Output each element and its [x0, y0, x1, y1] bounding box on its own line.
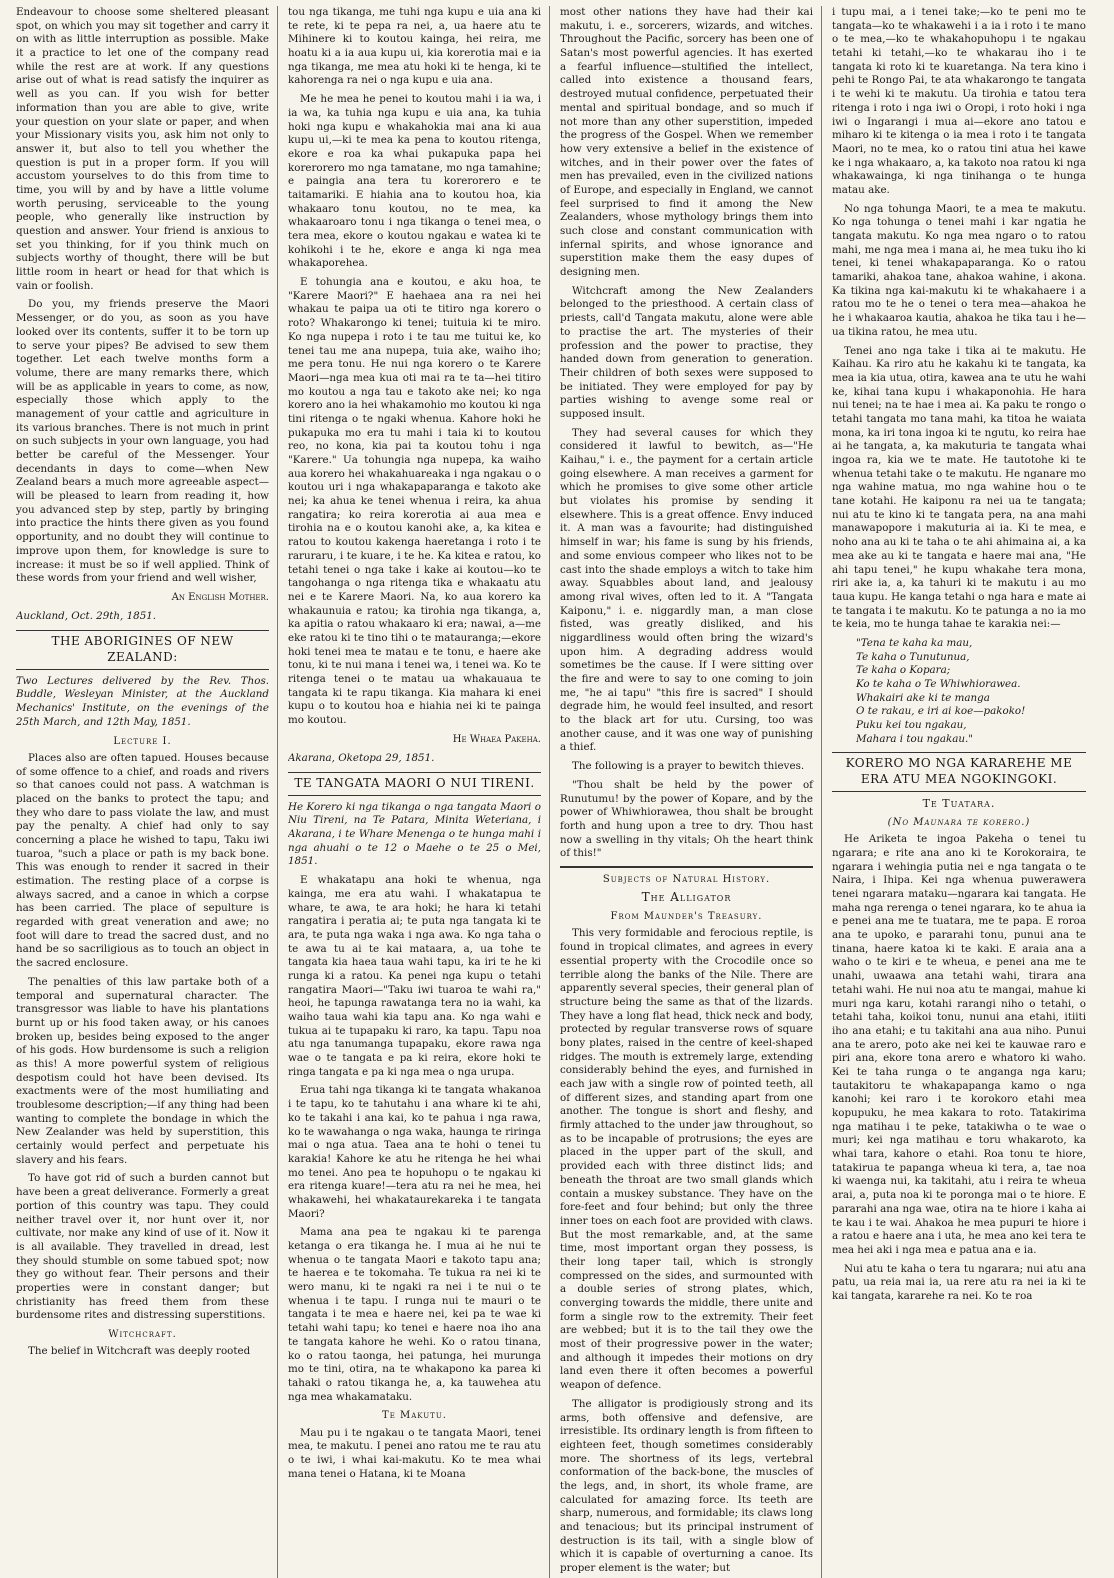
paragraph: The following is a prayer to bewitch thieves.	[572, 760, 805, 773]
paragraph: Me he mea he penei to koutou mahi i ia wa, i ia wa, ka tuhia nga kupu e uia ana, ka tuhia hoki nga kupu e whakahokia mai ana ki aua kupu ui,—ki te mea ka pena to koutou ritenga, ekore e roa ka whai pukapuka papa hei korerorero mo nga tamatane, mo nga tamahine; e paingia ana tera tu korerorero e te taitamariki. E hiahia ana to koutou hoa, kia whakaaro tonu koutou, no te mea, ka whakaaroaro tonu i nga tikanga o tenei mea, o tera mea, ekore o koutou ngakau e watea ki te kohikohi i te he, ekore e anga ki nga mea whakaporehea.	[288, 93, 541, 270]
column-3	[560, 6, 822, 1578]
paragraph: Places also are often tapued. Houses because of some offence to a chief, and roads and rivers so that canoes could not pass. A watchman is placed on the banks to protect the tapu; and they who dare to pass violate the law, and must pay the penalty. A chief had only to say concerning a place he wished to tapu, Taku iwi tuaroa, "such a place or path is my back bone. This was enough to render it sacred in their estimation. The resting place of a corpse is always sacred, and a canoe in which a corpse has been carried. The place of sepulture is regarded with great veneration and awe; no foot will dare to tread the sacred dust, and no hand be so sacriligious as to touch an object in the sacred enclosure.	[16, 751, 269, 970]
poem-line: Te kaha o Tunutunua,	[856, 650, 970, 663]
column-4	[832, 6, 1094, 1578]
paragraph: Mau pu i te ngakau o te tangata Maori, tenei mea, te makutu. I penei ano ratou me te rau atu o te iwi, i whai kai-makutu. Ko te mea whai mana tenei o Hatana, ki te Moana	[288, 1426, 541, 1480]
paragraph: The penalties of this law partake both of a temporal and supernatural character. The transgressor was liable to have his plantations burnt up or his food taken away, or his canoes broken up, besides being exposed to the anger of his gods. How burdensome is such a religion as this! A more powerful system of religious despotism could hot have been devised. Its exactments were of the most humiliating and troublesome description;—if any thing had been wanting to complete the bondage in which the New Zealander was held by superstition, this certainly would perfect and perpetuate his slavery and his fears.	[16, 975, 269, 1166]
paragraph: Mama ana pea te ngakau ki te parenga ketanga o era tikanga he. I mua ai he nui te whenua o te tangata Maori e takoto tapu ana; te haerea e te tokomaha. Te tukua ra nei ki te wero manu, ki te ngaki ra nei i te nui o te whenua i te tapu. I runga nui te mauri o te tangata i te mea e haere nei, kei pa te wae ki tetahi wahi tapu; ko tenei e haere noa iho ana te tangata kahore he wehi. Ko o ratou tinana, ko o ratou taonga, hei patunga, hei murunga mo te tini, otira, na te whakapono ka parea ki tahaki o ratou tikanga he, a, ka tauwehea atu nga mea whakamataku.	[288, 1226, 541, 1403]
paragraph: Tenei ano nga take i tika ai te makutu. He Kaihau. Ka riro atu he kakahu ki te tangata, ka mea ia kia utua, otira, kawea ana te utu he wahi ke, kihai tana kupu i whakaponohia. He hara nui tenei; na te hae i mea ai. Ka paku te rongo o tetahi tangata mo tana mahi, ka titoa he waiata mona, ka iri tona ingoa ki te ngutu, ko reira hae ai he tangata, a, ka makuturia te tangata whai ingoa ra, kia we te mate. He tautotohe ki te whenua tetahi take o te makutu. He nganare mo nga wahine matua, mo nga wahine hou o te tane kotahi. He kaiponu ra nei ua te tangata; nui atu te kino ki te tangata pera, na ana mahi manawapopore i makuturia ai ia. Ki te mea, e noho ana au ki te taha o te ahi ahimaina ai, a ka mea ake au ki te tangata e haere mai ana, "He ahi tapu tenei," he kupu whakahe tera mona, riri ake ia, a, ka tahuri ki te makutu i au mo taua kupu. He kanga tetahi o nga hara e mate ai te tangata i te makutu. Ko te patunga a no ia mo te keia, mo te hunga tahae te karakia nei:—	[832, 344, 1086, 631]
paragraph: Endeavour to choose some sheltered pleasant spot, on which you may sit together and carry it on with as little interruption as possible. Make it a practice to let one of the company read while the rest are at work. If any questions arise out of what is read satisfy the inquirer as well as you can. If you wish for better information than you are able to give, write your question on your slate or paper, and when your Missionary visits you, ask him not only to answer it, but also to tell you whether the question is put in a proper form. If you will accustom yourselves to do this from time to time, you will by and by have a little volume worth perusing, serviceable to the young people, who generally like instruction by question and answer. Your friend is anxious to set you thinking, for if you think much on subjects worthy of thought, there will be but little room in heart or head for that which is vain or foolish.	[16, 6, 269, 292]
poem-line: Mahara i tou ngakau."	[856, 732, 973, 745]
section-heading: THE ABORIGINES OF NEW ZEALAND:	[16, 630, 269, 670]
paragraph: Witchcraft among the New Zealanders belonged to the priesthood. A certain class of priests, call'd Tangata makutu, alone were able to practise the art. The mysteries of their profession and the power to practise, they handed down from generation to generation. Their children of both sexes were supposed to be initiated. They were employed for pay by parties wishing to avenge some real or supposed insult.	[560, 284, 813, 420]
paragraph: The alligator is prodigiously strong and its arms, both offensive and defensive, are irresistible. Its ordinary length is from fifteen to eighteen feet, though sometimes considerably more. The shortness of its legs, vertebral conformation of the back-bone, the muscles of the legs, and, in short, its whole frame, are calculated for amazing force. Its teeth are sharp, numerous, and formidable; its claws long and tenacious; but its principal instrument of destruction is its tail, with a single blow of which it is capable of overturning a canoe. Its proper element is the water; but	[560, 1397, 813, 1575]
paragraph: E whakatapu ana hoki te whenua, nga kainga, me era atu wahi. I whakatapua te whare, te awa, te ara hoki; he hara ki tetahi rangatira i peratia ai; te puta nga tangata ki te ara, te puta nga waka i nga awa. Ko nga taha o te awa tu ai te kai mataara, a, ua tohe te tangata kia haea taua wahi tapu, ka iri te he ki runga ki a ratou. Ka penei nga kupu o tetahi rangatira Maori—"Taku iwi tuaroa te wahi ra," heoi, he tapunga rawatanga tera no ia wahi, ka waiho taua wahi kia tapu ana. Ko nga wahi e tukua ai te tupapaku ki raro, ka tapu. Tapu noa atu nga tanumanga tupapaku, ekore rawa nga wae o te tangata e pa ki reira, ekore hoki te ringa tangata e pa ki nga mea o nga urupa.	[288, 874, 541, 1078]
column-2	[288, 6, 550, 1578]
paragraph: Do you, my friends preserve the Maori Messenger, or do you, as soon as you have looked over its contents, suffer it to be torn up to serve your pipes? Be advised to sew them together. Let each twelve months form a volume, there are many remarks there, which will be as applicable in years to come, as now, especially those which apply to the management of your cattle and agriculture in its various branches. There is not much in print on such subjects in your own language, you had better be careful of the Messenger. Your decendants in days to come—when New Zealand bears a much more agreeable aspect—will be pleased to learn from reading it, how you advanced step by step, partly by bringing into practice the hints there given as you found opportunity, and no doubt they will continue to improve upon them, for knowledge is sure to increase: it must be so if well applied. Think of these words from your friend and well wisher,	[16, 298, 269, 585]
poem-line: Whakairi ake ki te manga	[856, 691, 990, 704]
section-source: (No Maunara te korero.)	[887, 816, 1031, 828]
subheading-makutu: Te Makutu.	[382, 1410, 447, 1422]
paragraph: tou nga tikanga, me tuhi nga kupu e uia ana ki te rete, ki te pepa ra nei, a, ua haere atu te Mihinere ki to koutou kainga, hei reira, me hoatu ki a ia aua kupu ui, kia korerotia mai e ia nga tikanga, me mea atu hoki ki te henga, ki te kahorenga ra nei o nga kupu e uia ana.	[288, 6, 541, 87]
paragraph: He Ariketa te ingoa Pakeha o tenei tu ngarara; e rite ana ano ki te Korokoraira, te ngarara i wehingia putia nei e nga tangata o te Naira, i Ihipa. Kei nga whenua puwerawera tenei ngarara mataku—ngarara kai tangata. He maha nga rerenga o tenei ngarara, ko te ahua ia e penei ana me te tuatara, me te papa. E roroa ana te upoko, e pararahi tonu, punui ana te tinana, haere katoa ki te kaki. E araia ana a waho o te kiri e te wheua, e penei ana me te unahi, uwaawa ana tetahi wahi, tirara ana tetahi wahi. He nui noa atu te mangai, mahue ki muri nga karu, kotahi rarangi niho o tetahi, o tetahi taha, koikoi tonu, nunui ana etahi, itiiti iho ana etahi; e tu takitahi ana aua niho. Punui ana te arero, poto ake nei kei te kauwae raro e piri ana, ekore tona arero e whatoro ki waho. Kei te taha runga o te anganga nga karu; tautakitoru te whakapapanga kamo o nga kanohi; kei raro i te korokoro etahi mea kopupuku, he mea kakara to roto. Tatakirima nga matihau i te peke, tatakiwha o te wae o muri; kei nga matihau e toru whakaroto, ka whai tara, kahore o etahi. Roa tonu te hiore, tatakirua te papanga wheua ki tera, a, tae noa ki waenga nui, ka takitahi, atu i reira te wheua arai, a, puta noa ki te poronga mai o te hiore. E pararahi ana nga wae, otira na te hiore i kaha ai te kau i te wai. Ahakoa he mea pupuri te hiore i a ratou e haere ana i uta, he mea ano kei tera te mea hei aki i nga mea e patua ana e ia.	[832, 833, 1086, 1256]
section-subjects: Subjects of Natural History.	[602, 873, 771, 885]
paragraph: most other nations they have had their kai makutu, i. e., sorcerers, wizards, and witches. Throughout the Pacific, sorcery has been one of Satan's most powerful agencies. It has exerted a fearful influence—stultified the intellect, called into existence a thousand fears, destroyed mutual confidence, perpetuated their mental and spiritual bondage, and so much if not more than any other superstition, impeded the progress of the Gospel. When we remember how very extensive a belief in the existence of witches, and in their power over the fates of men has prevailed, even in the civilized nations of Europe, and especially in England, we cannot feel surprised to find it among the New Zealanders, whose mythology brings them into such close and constant communication with infernal spirits, and whose ignorance and superstition make them the easy dupes of designing men.	[560, 6, 813, 279]
paragraph: i tupu mai, a i tenei take;—ko te peni mo te tangata—ko te whakawehi i a ia i roto i te mano o te mea,—ko te whakahopuhopu i te ngakau tetahi ki tetahi,—ko te whakarau iho i te tangata ki roto ki te kuaretanga. Na tera kino i pehi te Rongo Pai, te ata whakarongo te tangata i te wehi ki te makutu. Ua tirohia e tatou tera ritenga i roto i nga iwi o Oropi, i roto hoki i nga iwi o Ingarangi i mua ai—ekore ano tatou e miharo ki te kitenga o ia mea i roto i te tangata Maori, no te mea, ko o ratou tini atua hei kawe ke i nga whakaaro, a, ka takoto noa ratou ki nga whakawainga, ki nga tinihanga o te hunga matau ake.	[832, 6, 1086, 196]
place-date: Akarana, Oketopa 29, 1851.	[288, 752, 435, 765]
lecture-label: Lecture I.	[113, 735, 172, 747]
signature: He Whaea Pakeha.	[452, 733, 541, 745]
lectures-intro: Two Lectures delivered by the Rev. Thos. Buddle, Wesleyan Minister, at the Auckland Mechanics' Institute, on the evenings of the 25th March, and 12th May, 1851.	[16, 674, 269, 728]
section-heading: TE TANGATA MAORI O NUI TIRENI.	[288, 772, 541, 796]
paragraph: They had several causes for which they considered it lawful to bewitch, as—"He Kaihau," i. e., the payment for a certain article going elsewhere. A man receives a garment for which he promises to give some other article but violates his promise by sending it elsewhere. This is a great offence. Envy induced it. A man was a favourite; had distinguished himself in war; his fame is sung by his friends, and some envious compeer who likes not to be cast into the shade employs a witch to take him away. Squabbles about land, and jealousy among rival wives, often led to it. A "Tangata Kaiponu," i. e. niggardly man, a man close fisted, was greatly disliked, and his niggardliness would often bring the wizard's upon him. A degrading address would sometimes be the cause. If I were sitting over the fire and were to say to one coming to join me, "he ai tapu" "this fire is sacred" I should degrade him, he would feel insulted, and resort to the black art for utu. Cursing, too was another cause, and it was one way of punishing a thief.	[560, 426, 813, 754]
poem-line: Ko te kaha o Te Whiwhiorawea.	[856, 678, 1021, 690]
poem-line: O te rakau, e iri ai koe—pakoko!	[856, 705, 1026, 718]
poem-line: Te kaha o Kopara;	[856, 664, 951, 677]
poem-line: Puku kei tou ngakau,	[856, 719, 967, 732]
prayer-text: "Thou shalt be held by the power of Runutumu! by the power of Kopare, and by the power of Whiwhiorawea, thou shalt be brought forth and hung upon a tree to dry. Thou hast now a swelling in thy vitals; Oh the heart think of this!"	[560, 778, 813, 860]
subheading-witchcraft: Witchcraft.	[108, 1329, 177, 1340]
place-date: Auckland, Oct. 29th, 1851.	[16, 610, 157, 623]
poem-line: "Tena te kaha ka mau,	[856, 636, 973, 649]
subheading-tuatara: Te Tuatara.	[922, 797, 996, 811]
column-1	[16, 6, 278, 1578]
paragraph: This very formidable and ferocious reptile, is found in tropical climates, and agrees in every essential property with the Crocodile once so terrible along the banks of the Nile. There are apparently several species, their general plan of structure being the same as that of the lizards. They have a long flat head, thick neck and body, protected by regular transverse rows of square bony plates, raised in the centre of keel-shaped ridges. The mouth is extremely large, extending considerably behind the eyes, and furnished in each jaw with a single row of pointed teeth, all of different sizes, and standing apart from one another. The tongue is short and fleshy, and firmly attached to the under jaw throughout, so as to be incapable of protrusions; the eyes are placed in the upper part of the skull, and provided each with three distinct lids; and beneath the throat are two small glands which contain a muskey substance. They have on the fore-feet and four behind; but only the three inner toes on each foot are provided with claws. But the most remarkable, and, at the same time, most important organ they possess, is their long taper tail, which is strongly compressed on the sides, and surmounted with a double series of strong plates, which, converging towards the middle, there unite and form a single row to the extremity. Their feet are webbed; but it is to the tail they owe the most of their progressive power in the water; and although it impedes their motions on dry land even there it often becomes a powerful weapon of defence.	[560, 927, 813, 1392]
section-source: From Maunder's Treasury.	[610, 911, 763, 923]
paragraph: Nui atu te kaha o tera tu ngarara; nui atu ana patu, ua reia mai ia, ua rere atu ra nei ia ki te kai tangata, kararehe ra nei. Ko te roa	[832, 1262, 1086, 1302]
signature: An English Mother.	[171, 591, 269, 603]
paragraph: The belief in Witchcraft was deeply rooted	[28, 1345, 251, 1358]
karakia-poem	[856, 637, 1086, 747]
paragraph: To have got rid of such a burden cannot but have been a great deliverance. Formerly a great portion of this country was tapu. They could neither travel over it, nor hunt over it, nor cultivate, nor make any kind of use of it. Now it is all available. They travelled in dread, lest they should stumble on some tabued spot; now they go without fear. Their persons and their properties were in constant danger; but christianity has freed them from these burdensome rites and distressing superstitions.	[16, 1172, 269, 1322]
paragraph: No nga tohunga Maori, te a mea te makutu. Ko nga tohunga o tenei mahi i kar ngatia he tangata makutu. Ko nga mea ngaro o to ratou mahi, me nga mea i mana ai, he mea tuku iho ki tenei, ki tenei whakapaparanga. Ko o ratou tamariki, ahakoa tane, ahakoa wahine, i akona. Ka tikina nga kai-makutu ki te whakahaere i a ratou mo te he o tenei o tera mea—ahakoa he he i whakaaroa kautia, ahakoa he tika tau i he—ua tikina ratou, he mea utu.	[832, 202, 1086, 338]
paragraph: E tohungia ana e koutou, e aku hoa, te "Karere Maori?" E haehaea ana ra nei hei whakau te paipa ua oti te titiro nga korero o roto? Whakarongo ki tenei; tuituia ki te miro. Ko nga nupepa i roto i te tau me tuitui ke, ko tenei tau me ana nupepa, tuia ake, waiho iho; me pera tonu. He nui nga korero o te Karere Maori—nga mea kua oti mai ra te ta—hei titiro mo koutou a nga tau e takoto ake nei; ko nga korero ano ia hei whakamohio mo koutou ki nga tini ritenga o te ngaki whenua. Kahore hoki he pukapuka mo era tu mahi i taia ki to koutou reo, no kona, kia pai ta koutou tohu i nga "Karere." Ua tohungia nga nupepa, ka waiho aua korero hei whakahuareaka i nga ngakau o o koutou uri i nga whakapaparanga e takoto ake nei; ka ahua ke tenei whenua i reira, ka ahua rangatira; ko reira korerotia ai aua mea e tirohia na e o koutou kanohi ake, a, ka kitea e ratou to koutou kakenga haeretanga i roto i te raruraru, i te kuare, i te he. Ka kitea e ratou, ko tetahi tenei o nga take i kake ai koutou—ko te tangohanga o nga ritenga tika e whakaatu atu nei e te Karere Maori. Na, ko aua korero ka whakaunuia e ratou; ka tirohia nga tikanga, a, ka apitia o ratou whakaaro ki era; nawai, a—me eke ratou ki te tino tihi o te matauranga;—ekore hoki tenei mea te matau e te tonu, e haere ake tonu, ki te nui mana i tenei wa, i tenei wa. Ko te ritenga tenei o te matau ua whakauaua te tangata ki te rapu tikanga. Kia mahara ki enei kupu o to koutou hoa e hiahia nei ki te painga mo koutou.	[288, 276, 542, 727]
section-heading: The Alligator	[641, 890, 732, 905]
article-intro: He Korero ki nga tikanga o nga tangata Maori o Niu Tireni, na Te Patara, Minita Weteriana, i Akarana, i te Whare Menenga o te hunga mahi i nga ahuahi o te 12 o Maehe o te 25 o Mei, 1851.	[288, 800, 541, 868]
divider	[560, 866, 813, 868]
paragraph: Erua tahi nga tikanga ki te tangata whakanoa i te tapu, ko te tahutahu i ana whare ki te ahi, ko te takahi i ana kai, ko te pahua i nga rawa, ko te wawahanga o nga waka, haunga te riringa mai o nga atua. Taea ana te hohi o tenei tu karakia! Kahore ke atu he ritenga he hei whai mo tenei. Ano pea te hopuhopu o te ngakau ki era ritenga kuare!—tera atu ra nei he mea, hei whakawehi, hei whakataurekareka i te tangata Maori?	[288, 1084, 541, 1220]
section-heading: KORERO MO NGA KARAREHE ME ERA ATU MEA NGOKINGOKI.	[832, 752, 1086, 792]
